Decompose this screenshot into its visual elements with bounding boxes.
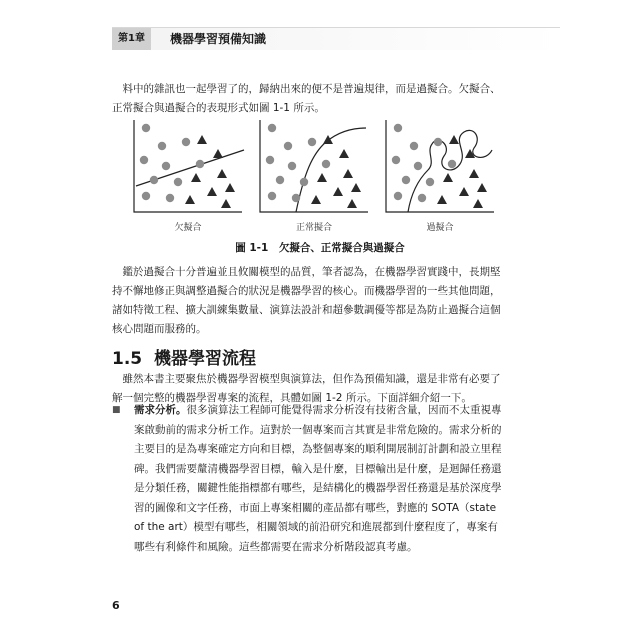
section-number: 1.5	[112, 349, 143, 369]
panel-label-overfit: 過擬合	[426, 223, 454, 233]
triangle-point	[437, 195, 447, 204]
triangle-point	[339, 149, 349, 158]
bullet-marker: ■	[112, 405, 121, 415]
circle-point	[276, 176, 284, 184]
triangle-point	[225, 183, 235, 192]
circle-point	[292, 194, 300, 202]
circle-point	[268, 192, 276, 200]
triangle-point	[443, 173, 453, 182]
circle-point	[182, 138, 190, 146]
panel-overfit	[386, 120, 494, 233]
circle-point	[402, 176, 410, 184]
panel-label-underfit: 欠擬合	[174, 223, 202, 233]
circle-point	[150, 176, 158, 184]
circle-point	[414, 162, 422, 170]
circle-point	[434, 138, 442, 146]
panel-label-normalfit: 正常擬合	[295, 223, 333, 233]
circle-point	[142, 192, 150, 200]
paragraph-workflow-intro: 雖然本書主要聚焦於機器學習模型與演算法，但作為預備知識，還是非常有必要了解一個完整的機器學習專案的流程，具體如圖 1-2 所示。下面詳細介紹一下。	[112, 373, 501, 404]
triangle-point	[347, 199, 357, 208]
triangle-point	[323, 135, 333, 144]
circle-point	[300, 178, 308, 186]
section-title: 機器學習流程	[153, 349, 256, 369]
circle-point	[284, 142, 292, 150]
circle-point	[392, 156, 400, 164]
triangle-point	[459, 187, 469, 196]
triangle-point	[473, 199, 483, 208]
circle-point	[410, 142, 418, 150]
fitting-figure	[126, 116, 506, 236]
circle-point	[322, 160, 330, 168]
circle-point	[426, 178, 434, 186]
axis-normalfit	[260, 120, 368, 212]
circle-point	[288, 162, 296, 170]
circle-point	[418, 194, 426, 202]
triangle-point	[317, 173, 327, 182]
triangle-point	[449, 135, 459, 144]
panel-normalfit	[260, 120, 368, 233]
circle-point	[394, 124, 402, 132]
triangle-point	[351, 183, 361, 192]
triangle-point	[221, 199, 231, 208]
triangle-point	[213, 149, 223, 158]
circle-point	[448, 160, 456, 168]
circle-point	[162, 162, 170, 170]
axis-overfit	[386, 120, 494, 212]
circle-point	[142, 124, 150, 132]
circle-point	[308, 138, 316, 146]
paragraph-overfitting-importance: 鑑於過擬合十分普遍並且攸關模型的品質，筆者認為，在機器學習實踐中，長期堅持不懈地修正與調整過擬合的狀況是機器學習的核心。而機器學習的一些其他問題，諸如特徵工程、擴大訓練集數量、演算法設計和超參數調優等都是為防止過擬合這個核心問題而服務的。	[112, 266, 501, 335]
triangle-point	[477, 183, 487, 192]
triangle-point	[197, 135, 207, 144]
chapter-header	[112, 27, 560, 50]
fitting-figure-svg	[126, 116, 506, 236]
triangle-point	[207, 187, 217, 196]
axis-underfit	[134, 120, 242, 212]
triangle-point	[343, 169, 353, 178]
triangle-point	[191, 173, 201, 182]
triangle-point	[469, 169, 479, 178]
circle-point	[196, 160, 204, 168]
bullet-requirements-analysis	[134, 401, 502, 557]
triangle-point	[311, 195, 321, 204]
panel-underfit	[134, 120, 244, 233]
chapter-tag: 第1章	[112, 28, 151, 50]
figure-caption: 圖 1-1 欠擬合、正常擬合與過擬合	[235, 242, 405, 254]
section-heading	[112, 344, 256, 369]
circle-point	[394, 192, 402, 200]
circle-point	[166, 194, 174, 202]
intro-paragraph: 料中的雜訊也一起學習了的，歸納出來的便不是普遍規律，而是過擬合。欠擬合、正常擬合與過擬合的表現形式如圖 1-1 所示。	[112, 83, 501, 114]
circle-point	[158, 142, 166, 150]
circle-point	[268, 124, 276, 132]
triangle-point	[185, 195, 195, 204]
bullet-term: 需求分析。	[134, 404, 187, 416]
circle-point	[266, 156, 274, 164]
circle-point	[174, 178, 182, 186]
chapter-title: 機器學習預備知識	[170, 32, 267, 46]
page-number: 6	[112, 599, 120, 612]
bullet-body: 很多演算法工程師可能覺得需求分析沒有技術含量，因而不太重視專案啟動前的需求分析工作。這對於一個專案而言其實是非常危險的。需求分析的主要目的是為專案確定方向和目標，為整個專案的順利開展制訂計劃和設立里程碑。我們需要釐清機器學習目標，輸入是什麼，目標輸出是什麼，是迴歸任務還是分類任務，關鍵性能指標都有哪些，是結構化的機器學習任務還是基於深度學習的圖像和文字任務，市面上專案相關的產品都有哪些，對應的 SOTA（state of the art）模型有哪些，相關領域的前沿研究和進展都到什麼程度了，專案有哪些有利條件和風險。這些都需要在需求分析階段認真考慮。	[134, 404, 502, 553]
triangle-point	[217, 169, 227, 178]
circle-point	[140, 156, 148, 164]
triangle-point	[333, 187, 343, 196]
